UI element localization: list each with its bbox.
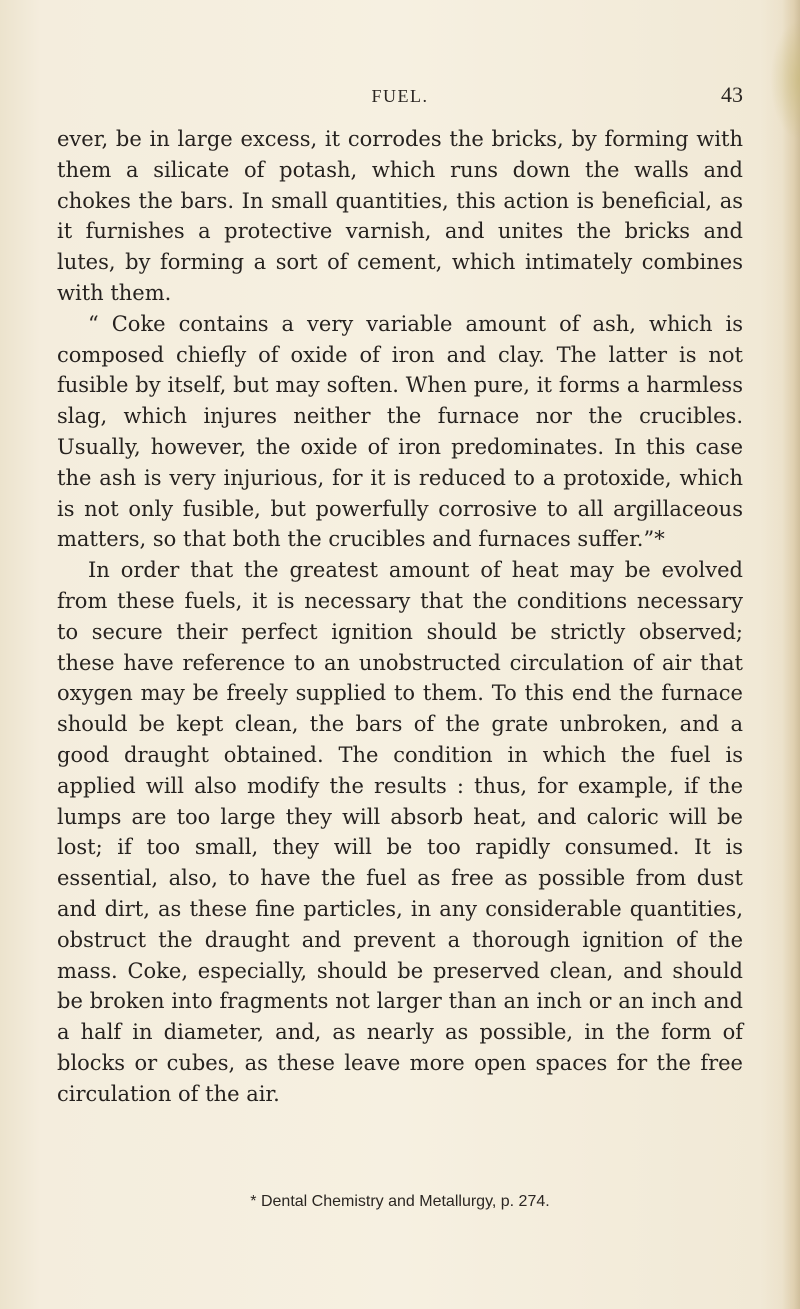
footnote: * Dental Chemistry and Metallurgy, p. 274.	[250, 1193, 550, 1210]
page-header	[57, 82, 743, 126]
page-number: 43	[721, 82, 743, 107]
page-edge-shadow	[782, 0, 800, 1309]
paragraph-quote: “ Coke contains a very variable amount of ash, which is composed chiefly of oxide of iron and clay. The latter is not fusible by itself, but may soften. When pure, it forms a harmless slag, which injures neither the furnace nor the crucibles. Usually, however, the oxide of iron predominates. In this case the ash is very injurious, for it is reduced to a protoxide, which is not only fusible, but powerfully corrosive to all argillaceous matters, so that both the crucibles and furnaces suffer.”*	[57, 311, 743, 552]
body-text	[57, 124, 743, 1110]
running-title: FUEL.	[371, 86, 429, 106]
paragraph-main: In order that the greatest amount of heat may be evolved from these fuels, it is necessary that the conditions necessary to secure their perfect ignition should be strictly observed; these have reference to an unobstructed circulation of air that oxygen may be freely supplied to them. To this end the furnace should be kept clean, the bars of the grate unbroken, and a good draught obtained. The condition in which the fuel is applied will also modify the results : thus, for example, if the lumps are too large they will absorb heat, and caloric will be lost; if too small, they will be too rapidly consumed. It is essential, also, to have the fuel as free as possible from dust and dirt, as these fine particles, in any considerable quantities, obstruct the draught and prevent a thorough ignition of the mass. Coke, especially, should be preserved clean, and should be broken into fragments not larger than an inch or an inch and a half in diameter, and, as nearly as possible, in the form of blocks or cubes, as these leave more open spaces for the free circulation of the air.	[57, 558, 743, 1106]
paragraph-continuation: ever, be in large excess, it corrodes the bricks, by forming with them a silicate of potash, which runs down the walls and chokes the bars. In small quantities, this action is beneficial, as it furnishes a protective varnish, and unites the bricks and lutes, by forming a sort of cement, which intimately combines with them.	[57, 127, 743, 305]
paper-stain	[770, 20, 800, 140]
